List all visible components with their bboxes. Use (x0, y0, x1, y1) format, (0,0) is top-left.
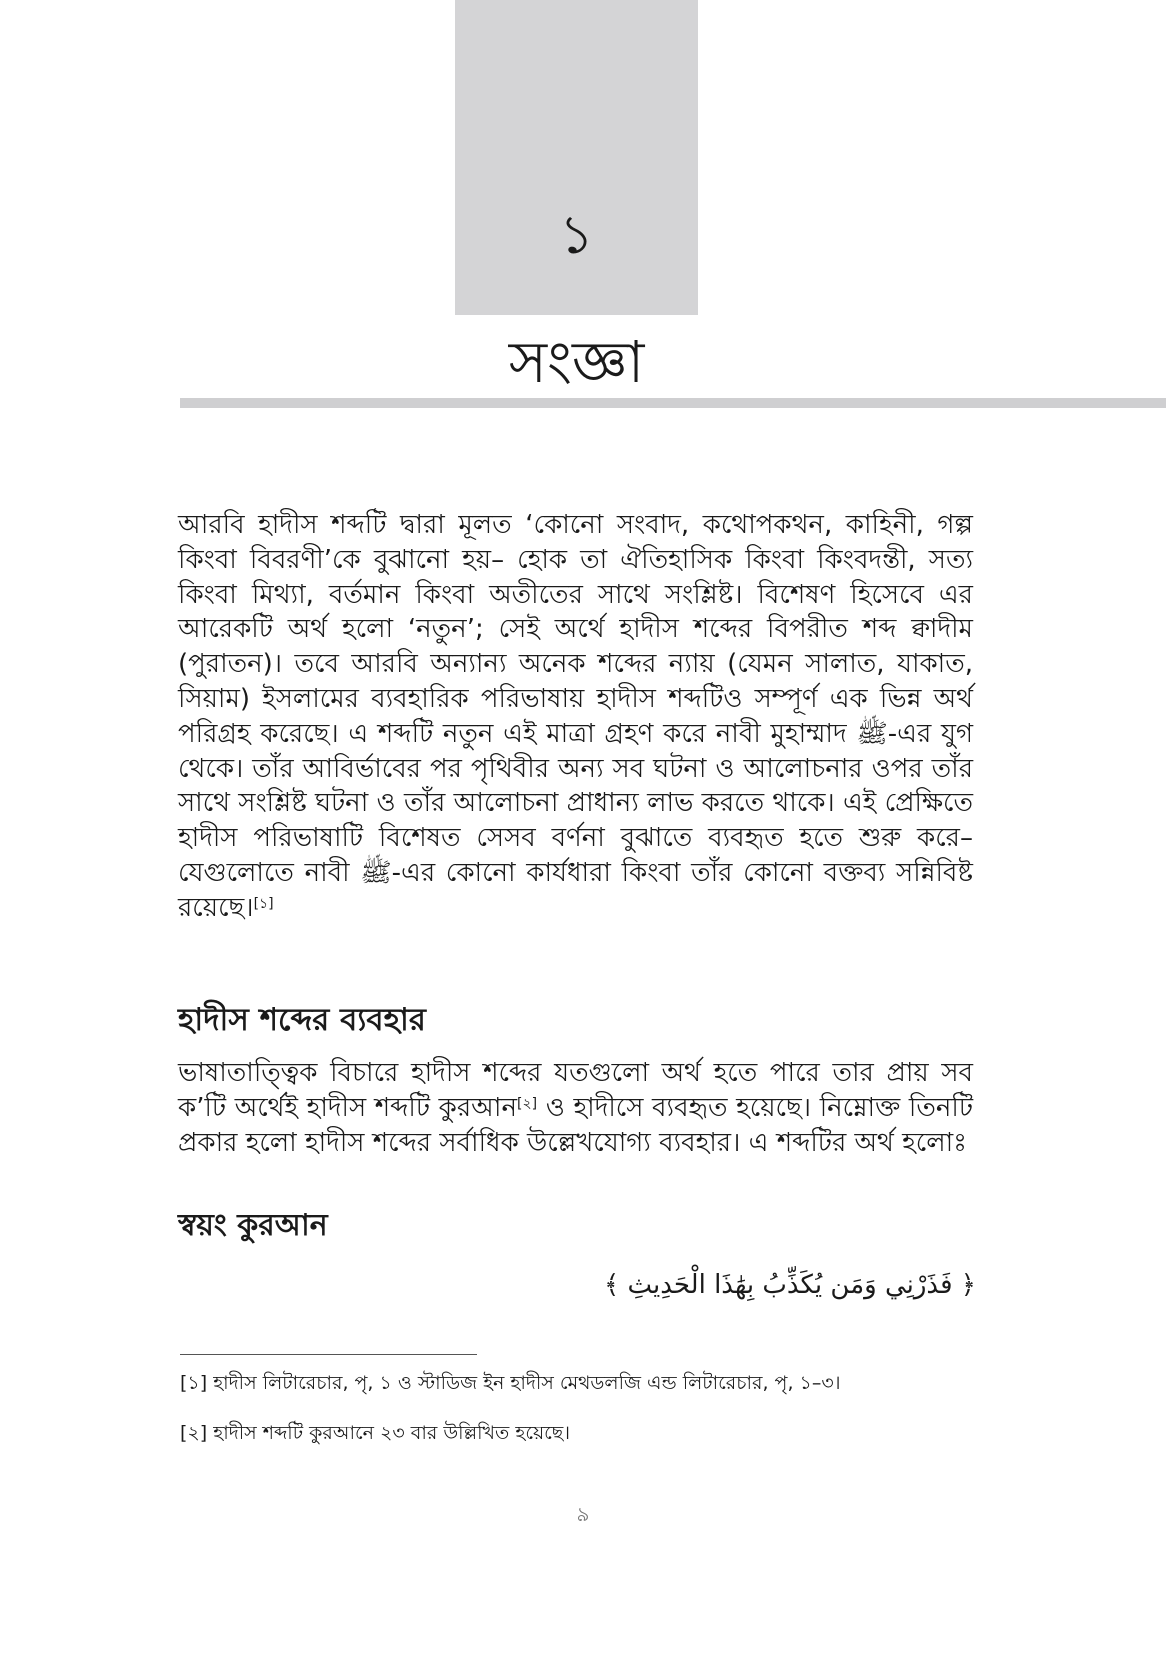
section-paragraph (178, 1056, 973, 1160)
chapter-title: সংজ্ঞা (508, 328, 645, 396)
chapter-number: ১ (558, 203, 595, 266)
page-number: ৯ (576, 1502, 590, 1526)
footnote-2: [২] হাদীস শব্দটি কুরআনে ২৩ বার উল্লিখিত হয়েছে। (180, 1422, 571, 1444)
footnote-ref-2[interactable]: [২] (517, 1095, 538, 1112)
section-text-a: ভাষাতাত্ত্বিক বিচারে হাদীস শব্দের যতগুলো অর্থ হতে পারে তার প্রায় সব ক’টি অর্থেই হাদীস শব্দটি কুরআন (178, 1058, 973, 1123)
quran-verse: ﴿ فَذَرْنِي وَمَن يُكَذِّبُ بِهَٰذَا الْحَدِيثِ ﴾ (603, 1270, 976, 1300)
intro-paragraph (178, 508, 973, 926)
footnote-ref-1[interactable]: [১] (253, 895, 274, 912)
chapter-number-box (455, 0, 698, 315)
title-underline-rule (180, 398, 1166, 408)
intro-text: আরবি হাদীস শব্দটি দ্বারা মূলত ‘কোনো সংবাদ, কথোপকথন, কাহিনী, গল্প কিংবা বিবরণী’কে বুঝানো হয়– হোক তা ঐতিহাসিক কিংবা কিংবদন্তী, সত্য কিংবা মিথ্যা, বর্তমান কিংবা অতীতের সাথে সংশ্লিষ্ট। বিশেষণ হিসেবে এর আরেকটি অর্থ হলো ‘নতুন’; সেই অর্থে হাদীস শব্দের বিপরীত শব্দ ক্বাদীম (পুরাতন)। তবে আরবি অন্যান্য অনেক শব্দের ন্যায় (যেমন সালাত, যাকাত, সিয়াম) ইসলামের ব্যবহারিক পরিভাষায় হাদীস শব্দটিও সম্পূর্ণ এক ভিন্ন অর্থ পরিগ্রহ করেছে। এ শব্দটি নতুন এই মাত্রা গ্রহণ করে নাবী মুহাম্মাদ ﷺ-এর যুগ থেকে। তাঁর আবির্ভাবের পর পৃথিবীর অন্য সব ঘটনা ও আলোচনার ওপর তাঁর সাথে সংশ্লিষ্ট ঘটনা ও তাঁর আলোচনা প্রাধান্য লাভ করতে থাকে। এই প্রেক্ষিতে হাদীস পরিভাষাটি বিশেষত সেসব বর্ণনা বুঝাতে ব্যবহৃত হতে শুরু করে– যেগুলোতে নাবী ﷺ-এর কোনো কার্যধারা কিংবা তাঁর কোনো বক্তব্য সন্নিবিষ্ট রয়েছে। (178, 510, 973, 923)
section-text-b: ও হাদীসে ব্যবহৃত হয়েছে। নিম্নোক্ত তিনটি প্রকার হলো হাদীস শব্দের সর্বাধিক উল্লেখযোগ্য ব্যবহার। এ শব্দটির অর্থ হলোঃ (178, 1092, 973, 1158)
subsection-heading: স্বয়ং কুরআন (178, 1208, 328, 1243)
footnote-1: [১] হাদীস লিটারেচার, পৃ, ১ ও স্টাডিজ ইন হাদীস মেথডলজি এন্ড লিটারেচার, পৃ, ১–৩। (180, 1372, 841, 1394)
footnote-divider (180, 1354, 477, 1355)
section-heading: হাদীস শব্দের ব্যবহার (178, 1002, 426, 1038)
